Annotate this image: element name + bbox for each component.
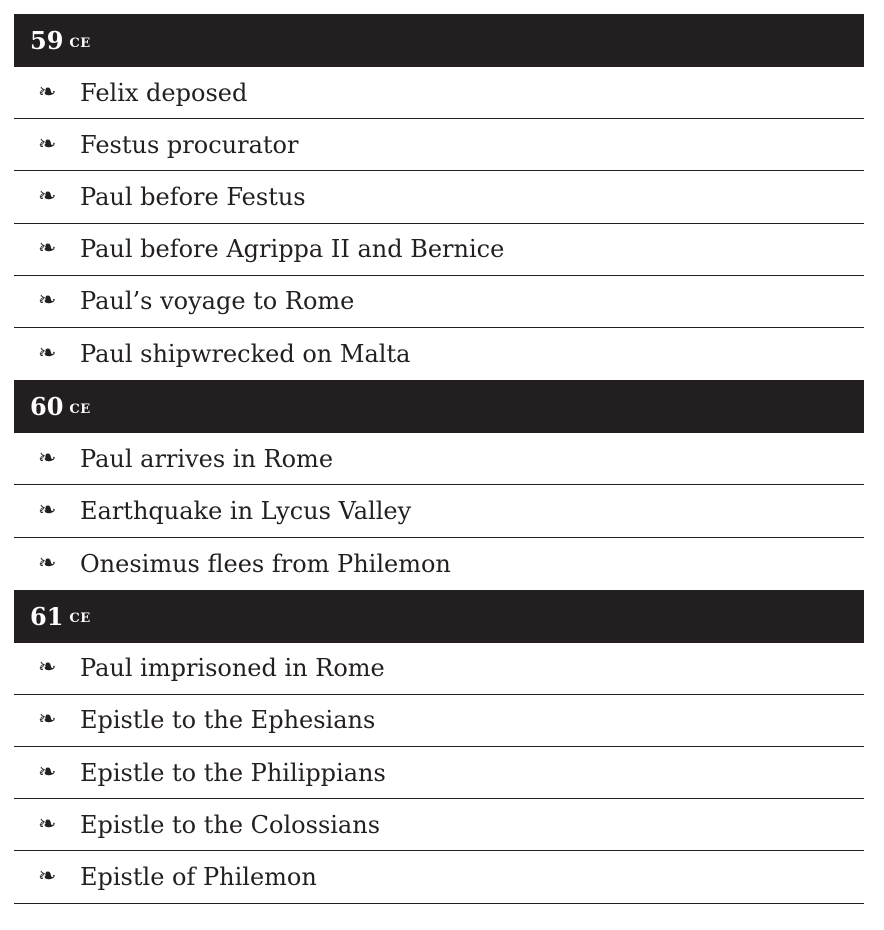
event-row (14, 224, 864, 276)
year-label: 59 (30, 26, 64, 55)
fleuron-bullet-icon: ❧ (38, 759, 57, 785)
event-row (14, 67, 864, 119)
timeline-table (14, 14, 864, 904)
event-row (14, 171, 864, 223)
fleuron-bullet-icon: ❧ (38, 341, 57, 367)
fleuron-bullet-icon: ❧ (38, 445, 57, 471)
year-label: 61 (30, 601, 64, 631)
event-row (14, 695, 864, 747)
year-header-59 (14, 14, 864, 67)
event-text: Paul arrives in Rome (80, 444, 334, 473)
event-text: Festus procurator (80, 130, 299, 159)
year-label: 60 (30, 392, 64, 422)
era-label: ce (69, 395, 91, 418)
fleuron-bullet-icon: ❧ (38, 288, 57, 314)
fleuron-bullet-icon: ❧ (38, 707, 57, 733)
event-text: Earthquake in Lycus Valley (80, 496, 412, 525)
event-row (14, 747, 864, 799)
event-text: Epistle to the Philippians (80, 758, 386, 787)
event-text: Paul shipwrecked on Malta (80, 340, 411, 369)
event-text: Epistle to the Ephesians (80, 706, 376, 735)
event-text: Paul before Agrippa II and Bernice (80, 235, 505, 264)
event-row (14, 643, 864, 695)
event-row (14, 276, 864, 328)
era-label: ce (69, 29, 91, 52)
era-label: ce (69, 605, 91, 628)
year-header-60 (14, 380, 864, 433)
fleuron-bullet-icon: ❧ (38, 236, 57, 262)
fleuron-bullet-icon: ❧ (38, 655, 57, 681)
year-header-61 (14, 590, 864, 643)
event-text: Paul imprisoned in Rome (80, 654, 385, 683)
event-row (14, 799, 864, 851)
fleuron-bullet-icon: ❧ (38, 811, 57, 837)
event-text: Felix deposed (80, 78, 248, 107)
fleuron-bullet-icon: ❧ (38, 550, 57, 576)
fleuron-bullet-icon: ❧ (38, 864, 57, 890)
event-row (14, 433, 864, 485)
event-row (14, 328, 864, 380)
fleuron-bullet-icon: ❧ (38, 79, 57, 105)
event-text: Onesimus flees from Philemon (80, 549, 451, 578)
event-row (14, 119, 864, 171)
fleuron-bullet-icon: ❧ (38, 183, 57, 209)
event-text: Paul’s voyage to Rome (80, 287, 355, 316)
event-text: Paul before Festus (80, 182, 306, 211)
event-row (14, 538, 864, 590)
event-text: Epistle of Philemon (80, 863, 317, 892)
fleuron-bullet-icon: ❧ (38, 497, 57, 523)
event-row (14, 851, 864, 903)
event-row (14, 485, 864, 537)
event-text: Epistle to the Colossians (80, 810, 381, 839)
fleuron-bullet-icon: ❧ (38, 131, 57, 157)
